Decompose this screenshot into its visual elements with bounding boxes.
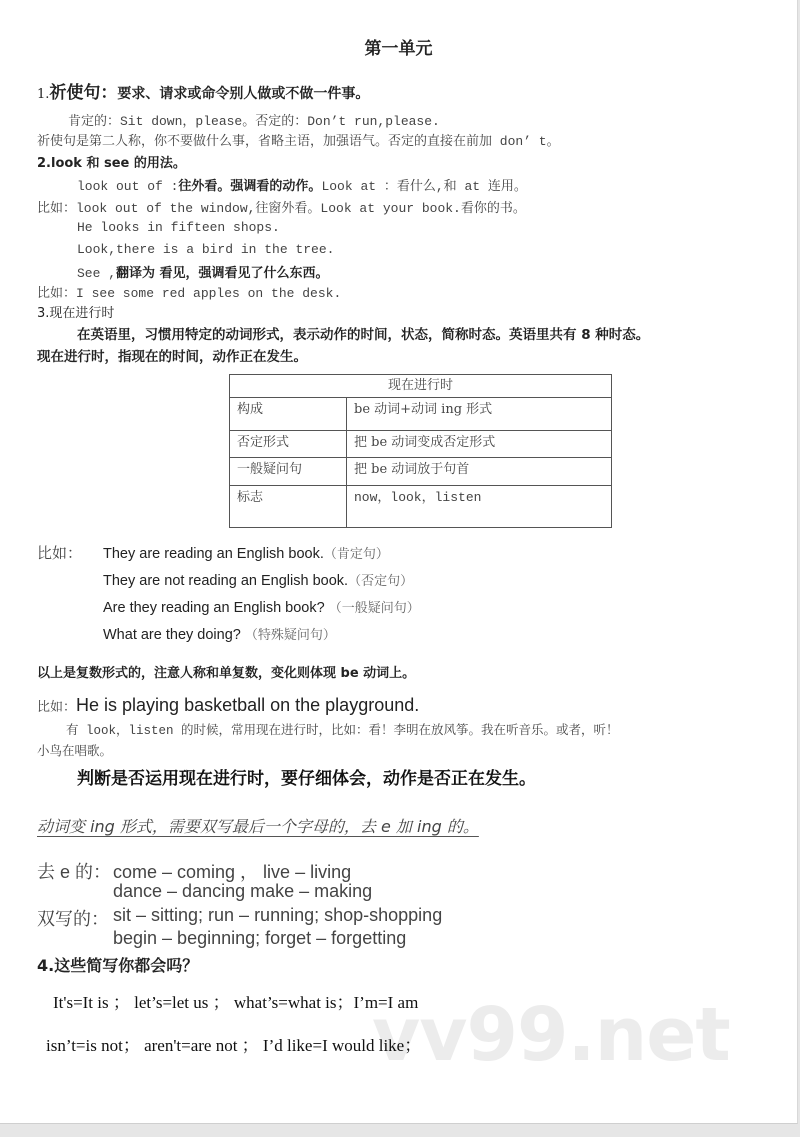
example-sentence (103, 543, 389, 562)
examples-label: 比如： (37, 544, 83, 562)
section2-line4: Look,there is a bird in the tree. (77, 242, 335, 257)
table-header: 现在进行时 (230, 375, 612, 398)
table-header-row (230, 375, 612, 398)
example-note: （一般疑问句） (328, 601, 420, 616)
example2 (37, 695, 419, 716)
section2-line1 (77, 175, 527, 194)
table-cell-label: 否定形式 (230, 431, 347, 458)
section2-line1-en: look out of : (77, 179, 179, 194)
table-row (230, 398, 612, 431)
table-cell-value: be 动词+动词 ing 形式 (347, 398, 612, 431)
table-cell-label: 构成 (230, 398, 347, 431)
section3-heading: 3.现在进行时 (37, 306, 115, 321)
section1-heading-rest: 要求、请求或命令别人做或不做一件事。 (117, 86, 370, 102)
watermark: vv99.net (372, 992, 730, 1078)
table-cell-value: 把 be 动词变成否定形式 (347, 431, 612, 458)
section2-line5-en: See , (77, 266, 117, 281)
table-row (230, 458, 612, 486)
section1-heading-main: 祈使句： (49, 83, 118, 103)
plural-note: 以上是复数形式的，注意人称和单复数，变化则体现 be 动词上。 (37, 666, 416, 681)
section1-number: 1. (37, 87, 50, 102)
example-text: Are they reading an English book? (103, 600, 325, 616)
example-note: （否定句） (348, 574, 414, 589)
section2-line3: He looks in fifteen shops. (77, 220, 280, 235)
section2-line5 (77, 262, 329, 281)
example-sentence (103, 597, 420, 616)
drop-e-line2: dance – dancing make – making (113, 881, 373, 901)
example-note: （特殊疑问句） (244, 628, 336, 643)
section2-line1-rest: Look at ：看什么,和 at 连用。 (321, 179, 527, 194)
double-line1: sit – sitting; run – running; shop-shopping (113, 905, 443, 925)
look-listen-line1: 有 look，listen 的时候，常用现在进行时，比如：看！李明在放风筝。我在听音乐。或者，听！ (66, 724, 619, 738)
double-label: 双写的： (37, 909, 109, 929)
section2-line2: 比如：look out of the window,往窗外看。Look at your book.看你的书。 (37, 201, 526, 216)
example2-label: 比如： (37, 700, 77, 715)
section3-para1: 在英语里，习惯用特定的动词形式，表示动作的时间，状态，简称时态。英语里共有 8 种时态。 (77, 327, 650, 343)
judge-note: 判断是否运用现在进行时，要仔细体会，动作是否正在发生。 (77, 769, 536, 789)
example-text: What are they doing? (103, 627, 241, 643)
section1-heading (37, 78, 369, 103)
table-cell-label: 一般疑问句 (230, 458, 347, 486)
example-sentence (103, 570, 413, 589)
example-note: （肯定句） (323, 547, 389, 562)
ing-rule: 动词变 ing 形式，需要双写最后一个字母的，去 e 加 ing 的。 (37, 817, 479, 836)
section2-heading: 2.look 和 see 的用法。 (37, 156, 186, 171)
table-cell-value: now，look，listen (347, 486, 612, 528)
table-row (230, 486, 612, 528)
example2-sentence: He is playing basketball on the playground. (76, 695, 420, 715)
table-cell-label: 标志 (230, 486, 347, 528)
double-line2: begin – beginning; forget – forgetting (113, 928, 407, 948)
section1-line2: 祈使句是第二人称，你不要做什么事，省略主语，加强语气。否定的直接在前加 don’ t。 (37, 134, 560, 149)
abbreviations-line1: It's=It is ； let’s=let us ； what’s=what is；I’m=I am (53, 993, 419, 1012)
section1-line1: 肯定的：Sit down，please。否定的：Don’t run,please. (68, 114, 440, 129)
example-text: They are not reading an English book. (103, 573, 349, 589)
example-text: They are reading an English book. (103, 546, 324, 562)
section2-line5-bold: 翻译为 看见，强调看见了什么东西。 (116, 266, 329, 281)
example-sentence (103, 624, 336, 643)
table-cell-value: 把 be 动词放于句首 (347, 458, 612, 486)
look-listen-line2: 小鸟在唱歌。 (37, 745, 113, 759)
section3-para2: 现在进行时，指现在的时间，动作正在发生。 (37, 349, 307, 365)
section2-line1-bold: 往外看。强调看的动作。 (178, 179, 322, 194)
table-row (230, 431, 612, 458)
page-title: 第一单元 (364, 39, 433, 59)
present-continuous-table (229, 374, 612, 528)
abbreviations-line2: isn’t=is not； aren't=are not ； I’d like=I would like； (46, 1036, 422, 1055)
drop-e-line1: come – coming ， live – living (113, 862, 352, 882)
section2-line6: 比如：I see some red apples on the desk. (37, 286, 342, 301)
section4-heading: 4.这些简写你都会吗？ (37, 956, 199, 975)
drop-e-label: 去 e 的： (37, 862, 112, 882)
